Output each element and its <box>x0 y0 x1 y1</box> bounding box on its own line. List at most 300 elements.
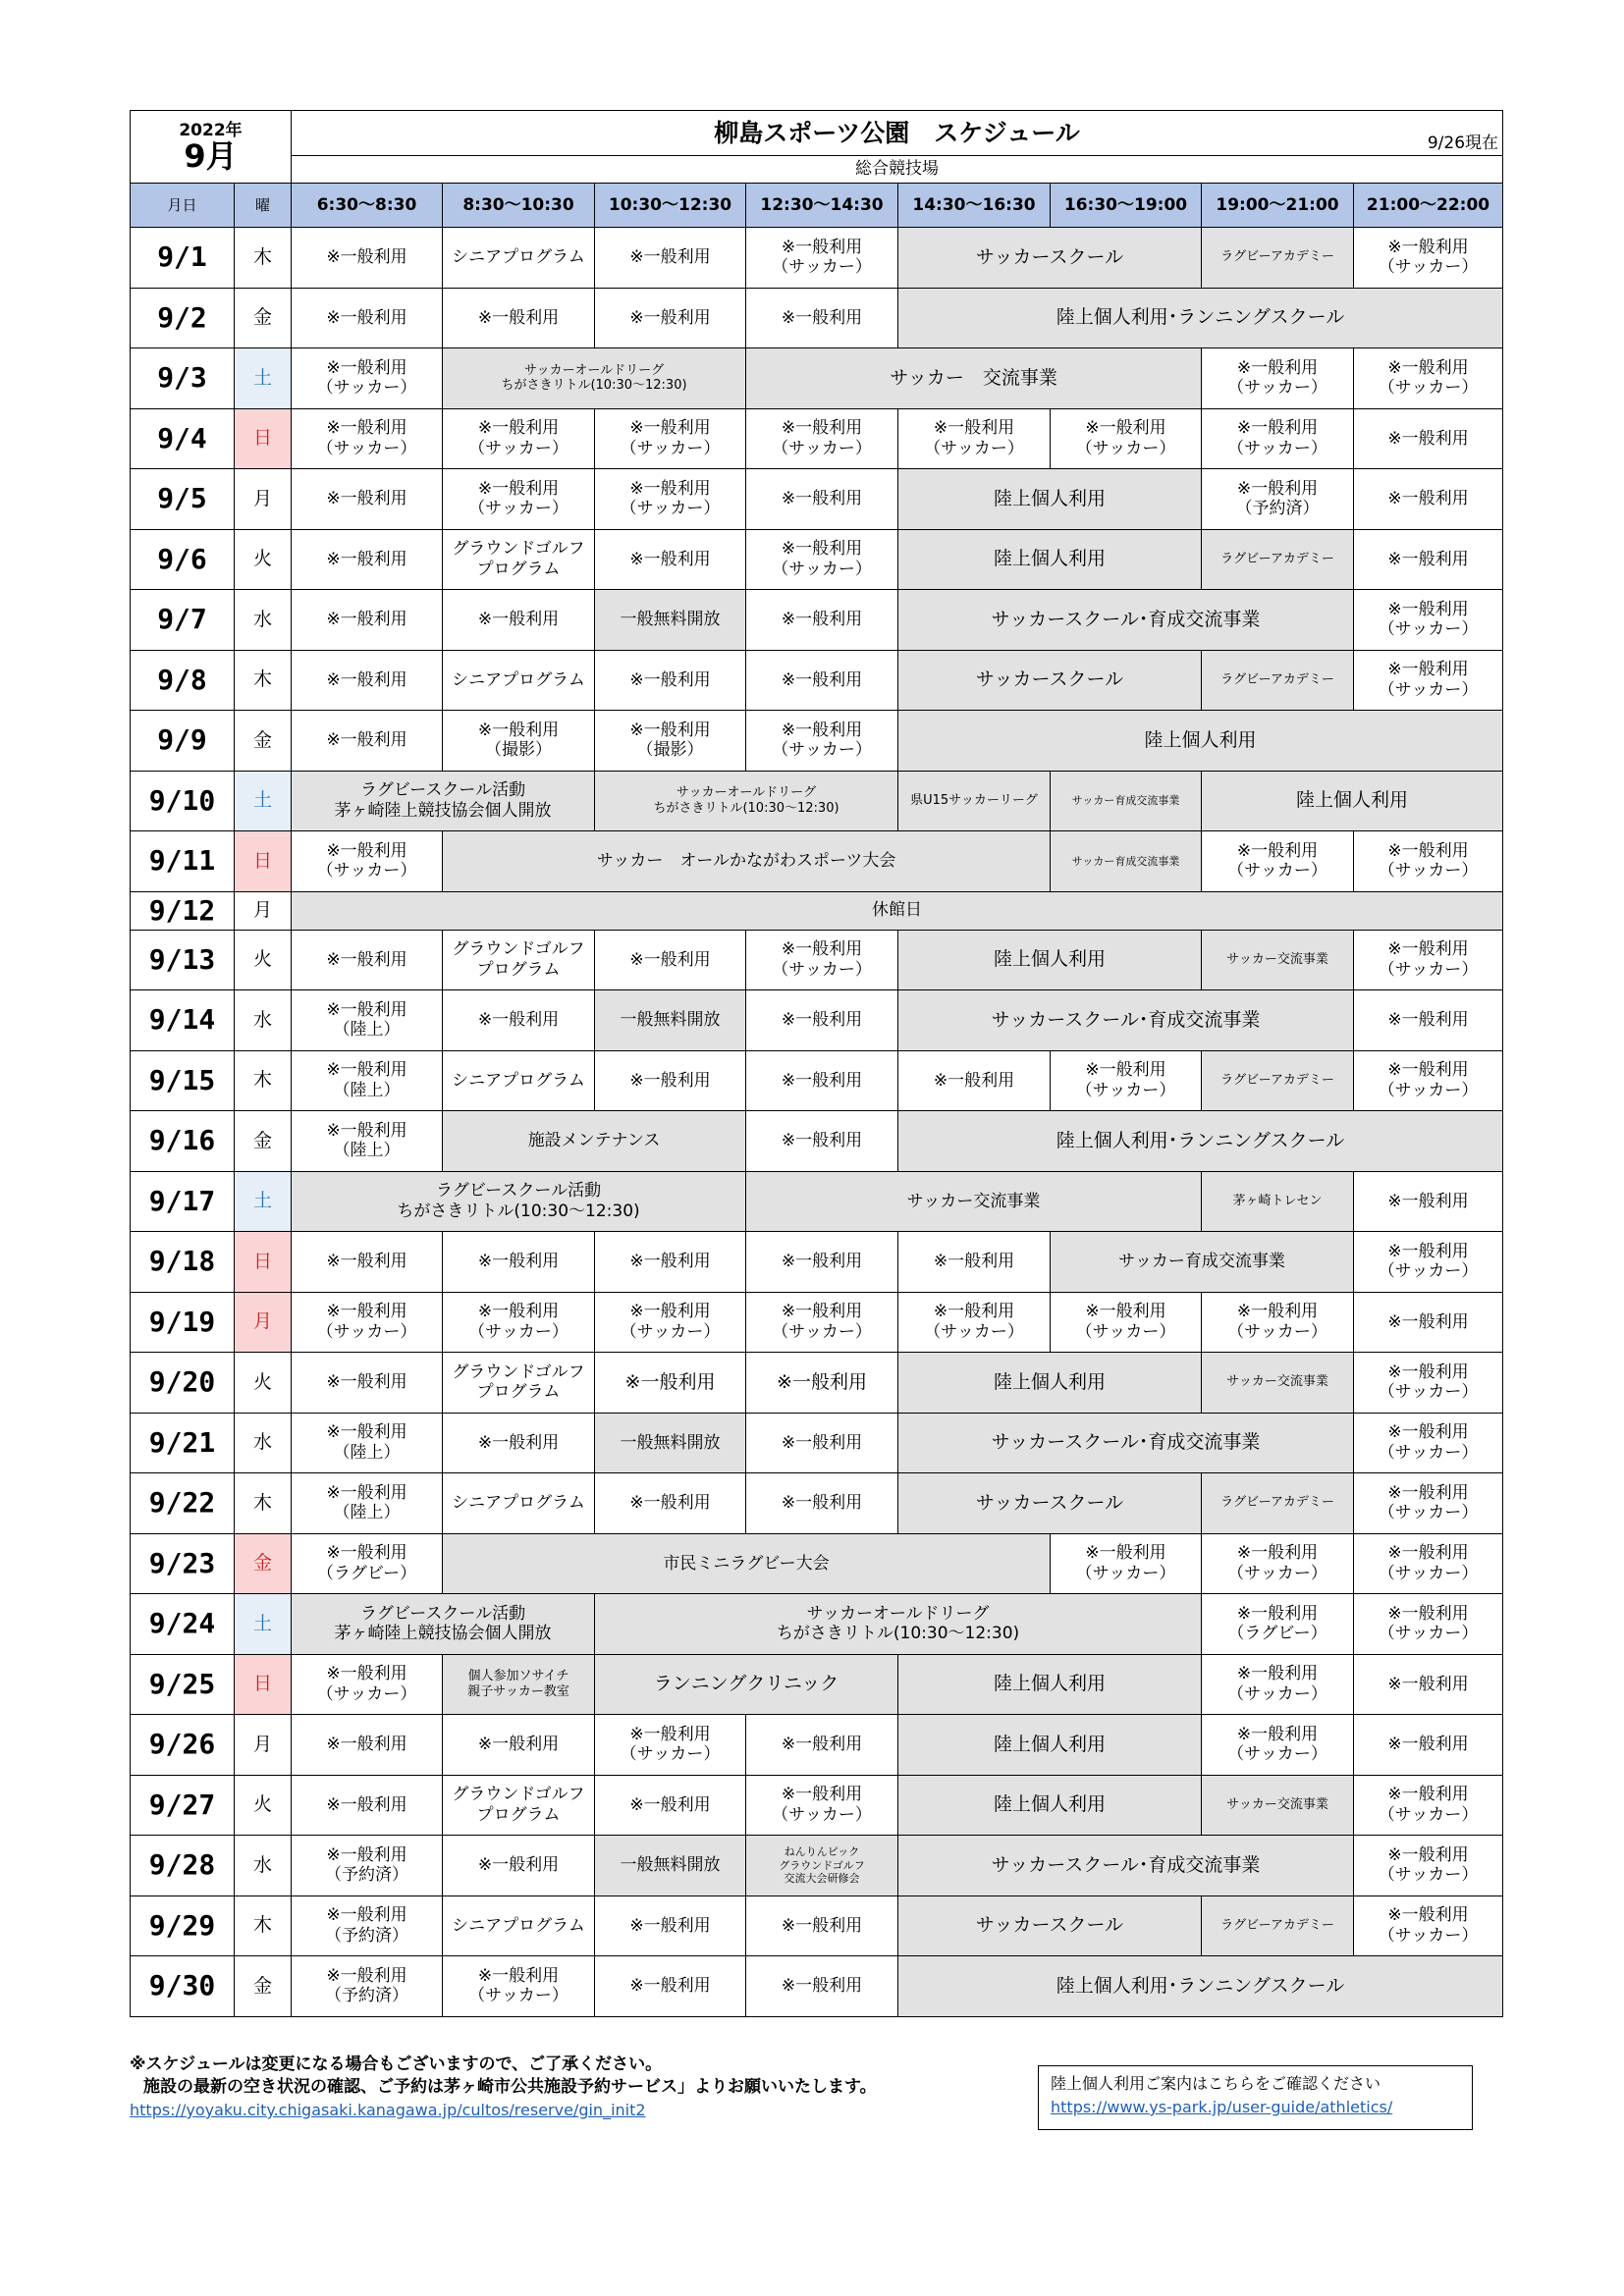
schedule-cell: 陸上個人利用 <box>898 711 1503 772</box>
cell-line: ※一般利用 <box>326 1965 407 1986</box>
schedule-cell: 休館日 <box>292 891 1503 930</box>
schedule-cell: 茅ヶ崎トレセン <box>1202 1171 1354 1232</box>
cell-line: （サッカー） <box>1378 679 1479 700</box>
cell-line: グラウンドゴルフ <box>452 939 585 960</box>
weekday-cell: 金 <box>235 1956 292 2017</box>
cell-line: ※一般利用 <box>1387 1905 1469 1926</box>
schedule-row <box>131 1533 1503 1594</box>
schedule-cell: サッカー 交流事業 <box>746 348 1202 409</box>
schedule-cell: ※一般利用 <box>746 590 898 651</box>
cell-line: ※一般利用 <box>477 1965 560 1986</box>
schedule-row <box>131 228 1503 289</box>
schedule-cell: ※一般利用 <box>292 711 443 772</box>
cell-line: ※一般利用 <box>326 1060 407 1081</box>
cell-line: ※一般利用 <box>326 1844 407 1865</box>
weekday-cell: 土 <box>235 771 292 831</box>
cell-line: （サッカー） <box>1227 1683 1327 1704</box>
column-header-row <box>131 184 1503 228</box>
cell-line: （サッカー） <box>1378 1382 1479 1403</box>
as-of-date: 9/26現在 <box>1427 133 1499 153</box>
reservation-link[interactable]: https://yoyaku.city.chigasaki.kanagawa.jp/cultos/reserve/gin_init2 <box>130 2101 646 2119</box>
cell-line: （サッカー） <box>620 499 721 519</box>
schedule-cell: ※一般利用 <box>1354 990 1503 1051</box>
cell-line: （サッカー） <box>772 740 872 761</box>
cell-line: （サッカー） <box>1075 1563 1176 1583</box>
schedule-cell: ※一般利用 <box>292 529 443 590</box>
cell-line: ※一般利用 <box>629 418 711 439</box>
schedule-cell: 一般無料開放 <box>595 1836 746 1896</box>
cell-line: ※一般利用 <box>781 539 863 560</box>
schedule-row <box>131 529 1503 590</box>
cell-line: ※一般利用 <box>933 418 1015 439</box>
date-cell: 9/6 <box>131 529 235 590</box>
date-cell: 9/21 <box>131 1413 235 1473</box>
schedule-cell <box>443 529 595 590</box>
schedule-cell <box>746 1775 898 1836</box>
schedule-cell <box>1354 1533 1503 1594</box>
cell-line: （撮影） <box>636 740 704 761</box>
schedule-cell: ※一般利用 <box>746 1715 898 1776</box>
schedule-cell <box>746 1292 898 1353</box>
schedule-cell <box>1202 1292 1354 1353</box>
weekday-cell: 土 <box>235 1594 292 1655</box>
slot-header: 10:30～12:30 <box>595 184 746 228</box>
schedule-cell: シニアプログラム <box>443 650 595 711</box>
schedule-cell: ※一般利用 <box>746 1473 898 1534</box>
schedule-cell <box>443 1292 595 1353</box>
cell-line: ※一般利用 <box>1236 418 1319 439</box>
cell-line: ※一般利用 <box>477 478 560 499</box>
schedule-cell <box>1354 650 1503 711</box>
date-cell: 9/9 <box>131 711 235 772</box>
schedule-cell <box>1354 1413 1503 1473</box>
cell-line: ※一般利用 <box>326 418 407 439</box>
weekday-cell: 木 <box>235 1050 292 1111</box>
weekday-cell: 日 <box>235 408 292 469</box>
schedule-cell: サッカー交流事業 <box>746 1171 1202 1232</box>
schedule-cell: ※一般利用 <box>292 288 443 348</box>
slot-header: 14:30～16:30 <box>898 184 1051 228</box>
cell-line: （陸上） <box>333 1442 401 1463</box>
schedule-cell <box>1354 1232 1503 1293</box>
cell-line: （サッカー） <box>1227 1744 1327 1765</box>
schedule-cell: 陸上個人利用 <box>898 930 1202 990</box>
schedule-cell <box>898 408 1051 469</box>
schedule-row <box>131 1715 1503 1776</box>
schedule-cell <box>292 1654 443 1715</box>
schedule-row <box>131 990 1503 1051</box>
weekday-cell: 金 <box>235 288 292 348</box>
cell-line: ※一般利用 <box>1387 1422 1469 1443</box>
cell-line: （サッカー） <box>1227 861 1327 881</box>
cell-line: ※一般利用 <box>1387 1844 1469 1865</box>
cell-line: ※一般利用 <box>1387 599 1469 619</box>
schedule-cell <box>292 1171 746 1232</box>
schedule-cell: ※一般利用 <box>746 1232 898 1293</box>
schedule-row <box>131 711 1503 772</box>
schedule-cell: 陸上個人利用 <box>898 469 1202 530</box>
cell-line: ※一般利用 <box>1387 237 1469 257</box>
schedule-cell <box>1051 1533 1202 1594</box>
month-cell <box>131 111 292 184</box>
schedule-cell: 一般無料開放 <box>595 590 746 651</box>
date-cell: 9/27 <box>131 1775 235 1836</box>
schedule-cell: サッカー育成交流事業 <box>1051 1232 1354 1293</box>
schedule-cell: ※一般利用 <box>746 1896 898 1956</box>
date-cell: 9/24 <box>131 1594 235 1655</box>
schedule-row <box>131 408 1503 469</box>
schedule-cell: ※一般利用 <box>443 990 595 1051</box>
schedule-cell <box>292 1896 443 1956</box>
cell-line: ※一般利用 <box>326 1543 407 1564</box>
cell-line: （サッカー） <box>620 438 721 458</box>
date-cell: 9/28 <box>131 1836 235 1896</box>
schedule-cell <box>292 1956 443 2017</box>
cell-line: サッカーオールドリーグ <box>806 1603 990 1624</box>
cell-line: （サッカー） <box>1378 378 1479 399</box>
cell-line: ※一般利用 <box>781 720 863 740</box>
schedule-cell: 陸上個人利用 <box>898 1353 1202 1414</box>
page-title: 柳島スポーツ公園 スケジュール <box>714 118 1080 147</box>
schedule-cell: ※一般利用 <box>292 930 443 990</box>
cell-line: ※一般利用 <box>1236 478 1319 499</box>
cell-line: グラウンドゴルフ <box>452 1362 585 1382</box>
title-cell <box>292 111 1503 156</box>
schedule-cell <box>292 1413 443 1473</box>
schedule-cell: 陸上個人利用 <box>898 1654 1202 1715</box>
schedule-cell: ※一般利用 <box>746 469 898 530</box>
schedule-cell: ※一般利用 <box>292 650 443 711</box>
schedule-cell: ※一般利用 <box>292 469 443 530</box>
schedule-row <box>131 1171 1503 1232</box>
schedule-cell <box>746 529 898 590</box>
weekday-cell: 火 <box>235 1775 292 1836</box>
schedule-cell <box>1202 1533 1354 1594</box>
notice-line: ※スケジュールは変更になる場合もございますので、ご了承ください。 <box>130 2055 663 2074</box>
athletics-guide-link[interactable]: https://www.ys-park.jp/user-guide/athletics/ <box>1051 2098 1393 2116</box>
date-cell: 9/4 <box>131 408 235 469</box>
cell-line: （陸上） <box>333 1080 401 1100</box>
schedule-row <box>131 831 1503 892</box>
cell-line: （サッカー） <box>1378 1563 1479 1583</box>
schedule-cell: サッカー交流事業 <box>1202 930 1354 990</box>
schedule-cell: サッカースクール･育成交流事業 <box>898 1836 1354 1896</box>
cell-line: ※一般利用 <box>1236 1603 1319 1624</box>
venue-label: 総合競技場 <box>292 156 1503 184</box>
schedule-cell <box>1202 1715 1354 1776</box>
cell-line: プログラム <box>476 959 561 980</box>
cell-line: ※一般利用 <box>781 237 863 257</box>
schedule-row <box>131 1111 1503 1172</box>
weekday-cell: 金 <box>235 1533 292 1594</box>
cell-line: （サッカー） <box>1378 619 1479 640</box>
date-cell: 9/14 <box>131 990 235 1051</box>
cell-line: （予約済） <box>325 1925 409 1946</box>
schedule-cell: ランニングクリニック <box>595 1654 898 1715</box>
cell-line: ※一般利用 <box>477 1302 560 1322</box>
schedule-cell <box>1354 1775 1503 1836</box>
slot-header: 12:30～14:30 <box>746 184 898 228</box>
cell-line: ちがさきリトル(10:30～12:30) <box>397 1201 640 1221</box>
schedule-cell: サッカースクール <box>898 1896 1202 1956</box>
schedule-cell <box>292 1050 443 1111</box>
cell-line: （ラグビー） <box>1227 1624 1327 1644</box>
year-label: 2022年 <box>179 120 243 140</box>
cell-line: ※一般利用 <box>1236 1302 1319 1322</box>
schedule-cell: ※一般利用 <box>1354 529 1503 590</box>
schedule-cell <box>595 711 746 772</box>
schedule-cell: ※一般利用 <box>746 1050 898 1111</box>
date-cell: 9/1 <box>131 228 235 289</box>
schedule-cell <box>1051 1050 1202 1111</box>
cell-line: （ラグビー） <box>316 1563 417 1583</box>
schedule-row <box>131 348 1503 409</box>
cell-line: （サッカー） <box>924 1321 1024 1342</box>
cell-line: （サッカー） <box>1075 1321 1176 1342</box>
schedule-cell: シニアプログラム <box>443 228 595 289</box>
cell-line: （サッカー） <box>316 1683 417 1704</box>
cell-line: （サッカー） <box>772 438 872 458</box>
schedule-cell <box>292 1111 443 1172</box>
schedule-cell <box>1202 348 1354 409</box>
cell-line: グラウンドゴルフ <box>452 1785 585 1805</box>
schedule-cell: サッカースクール･育成交流事業 <box>898 1413 1354 1473</box>
date-cell: 9/19 <box>131 1292 235 1353</box>
cell-line: ※一般利用 <box>1236 1543 1319 1564</box>
cell-line: （サッカー） <box>772 1321 872 1342</box>
schedule-cell <box>292 1292 443 1353</box>
schedule-cell: ※一般利用 <box>595 1473 746 1534</box>
date-cell: 9/29 <box>131 1896 235 1956</box>
schedule-cell: ※一般利用 <box>595 1775 746 1836</box>
schedule-cell <box>1202 469 1354 530</box>
cell-line: （サッカー） <box>1378 959 1479 980</box>
date-cell: 9/23 <box>131 1533 235 1594</box>
schedule-cell <box>292 771 595 831</box>
schedule-cell <box>292 1533 443 1594</box>
date-cell: 9/22 <box>131 1473 235 1534</box>
schedule-cell: ※一般利用 <box>595 1353 746 1414</box>
cell-line: ※一般利用 <box>629 720 711 740</box>
schedule-row <box>131 1594 1503 1655</box>
schedule-cell: ※一般利用 <box>292 590 443 651</box>
schedule-cell: ※一般利用 <box>1354 1292 1503 1353</box>
cell-line: （サッカー） <box>620 1744 721 1765</box>
notice-line: 施設の最新の空き状況の確認、ご予約は茅ヶ崎市公共施設予約サービス」よりお願いいたします。 <box>143 2077 877 2097</box>
schedule-cell <box>443 1775 595 1836</box>
schedule-cell: ※一般利用 <box>898 1232 1051 1293</box>
cell-line: ※一般利用 <box>1387 660 1469 680</box>
weekday-cell: 火 <box>235 529 292 590</box>
schedule-cell: サッカー交流事業 <box>1202 1353 1354 1414</box>
cell-line: ※一般利用 <box>1236 1724 1319 1744</box>
schedule-cell <box>1202 1594 1354 1655</box>
schedule-row <box>131 1232 1503 1293</box>
cell-line: ねんりんピック <box>784 1845 860 1859</box>
schedule-cell <box>292 348 443 409</box>
schedule-row <box>131 650 1503 711</box>
cell-line: ちがさきリトル(10:30～12:30) <box>776 1624 1020 1644</box>
cell-line: ※一般利用 <box>1387 1241 1469 1261</box>
cell-line: ※一般利用 <box>326 840 407 861</box>
schedule-cell <box>443 469 595 530</box>
weekday-cell: 金 <box>235 1111 292 1172</box>
cell-line: ※一般利用 <box>326 357 407 378</box>
schedule-cell <box>1354 1836 1503 1896</box>
cell-line: サッカーオールドリーグ <box>523 362 665 378</box>
schedule-cell <box>1202 831 1354 892</box>
schedule-cell: ※一般利用 <box>746 650 898 711</box>
cell-line: （サッカー） <box>772 959 872 980</box>
schedule-cell: ※一般利用 <box>595 529 746 590</box>
cell-line: （予約済） <box>325 1865 409 1886</box>
schedule-cell: ラグビーアカデミー <box>1202 529 1354 590</box>
schedule-cell <box>898 1292 1051 1353</box>
schedule-cell: ※一般利用 <box>746 1956 898 2017</box>
schedule-cell <box>1354 228 1503 289</box>
schedule-cell: サッカー育成交流事業 <box>1051 831 1202 892</box>
cell-line: ※一般利用 <box>629 478 711 499</box>
schedule-cell: ※一般利用 <box>595 930 746 990</box>
schedule-cell <box>746 228 898 289</box>
schedule-row <box>131 288 1503 348</box>
weekday-cell: 日 <box>235 1654 292 1715</box>
schedule-row <box>131 1050 1503 1111</box>
schedule-cell <box>292 408 443 469</box>
cell-line: （サッカー） <box>1075 438 1176 458</box>
schedule-row <box>131 469 1503 530</box>
date-cell: 9/3 <box>131 348 235 409</box>
date-cell: 9/13 <box>131 930 235 990</box>
schedule-cell: ※一般利用 <box>443 1836 595 1896</box>
cell-line: （陸上） <box>333 1503 401 1523</box>
cell-line: ※一般利用 <box>781 1785 863 1805</box>
cell-line: ※一般利用 <box>781 418 863 439</box>
schedule-cell: ※一般利用 <box>746 1111 898 1172</box>
cell-line: ※一般利用 <box>1387 840 1469 861</box>
schedule-row <box>131 891 1503 930</box>
cell-line: （サッカー） <box>1378 1624 1479 1644</box>
cell-line: （サッカー） <box>620 1321 721 1342</box>
cell-line: ※一般利用 <box>1387 939 1469 960</box>
schedule-cell <box>595 1715 746 1776</box>
cell-line: ※一般利用 <box>1085 1543 1166 1564</box>
cell-line: 交流大会研修会 <box>784 1871 860 1885</box>
schedule-cell <box>1051 408 1202 469</box>
schedule-cell: ラグビーアカデミー <box>1202 1050 1354 1111</box>
cell-line: グラウンドゴルフ <box>779 1858 865 1872</box>
cell-line: ※一般利用 <box>326 1664 407 1684</box>
date-cell: 9/26 <box>131 1715 235 1776</box>
schedule-row <box>131 1836 1503 1896</box>
cell-line: （予約済） <box>1235 499 1320 519</box>
schedule-cell <box>1051 1292 1202 1353</box>
cell-line: プログラム <box>476 1382 561 1403</box>
weekday-cell: 木 <box>235 1896 292 1956</box>
cell-line: サッカーオールドリーグ <box>676 785 817 801</box>
weekday-cell: 水 <box>235 1836 292 1896</box>
cell-line: （予約済） <box>325 1986 409 2006</box>
schedule-cell <box>443 1956 595 2017</box>
cell-line: ※一般利用 <box>933 1302 1015 1322</box>
cell-line: ※一般利用 <box>1387 1785 1469 1805</box>
cell-line: ※一般利用 <box>629 1302 711 1322</box>
cell-line: （サッカー） <box>468 438 568 458</box>
cell-line: （サッカー） <box>1378 1865 1479 1886</box>
slot-header: 16:30～19:00 <box>1051 184 1202 228</box>
schedule-cell: ※一般利用 <box>746 990 898 1051</box>
cell-line: （サッカー） <box>924 438 1024 458</box>
schedule-cell <box>1354 590 1503 651</box>
dow-column-header: 曜 <box>235 184 292 228</box>
cell-line: （サッカー） <box>772 559 872 579</box>
schedule-row <box>131 771 1503 831</box>
cell-line: 茅ヶ崎陸上競技協会個人開放 <box>334 1624 552 1644</box>
cell-line: ※一般利用 <box>477 418 560 439</box>
schedule-table <box>130 110 1503 2017</box>
schedule-cell: ※一般利用 <box>746 1353 898 1414</box>
date-cell: 9/10 <box>131 771 235 831</box>
schedule-cell <box>292 831 443 892</box>
schedule-cell <box>746 1836 898 1896</box>
date-cell: 9/15 <box>131 1050 235 1111</box>
schedule-row <box>131 1413 1503 1473</box>
cell-line: ※一般利用 <box>1236 1664 1319 1684</box>
cell-line: （サッカー） <box>316 861 417 881</box>
cell-line: ラグビースクール活動 <box>359 780 526 801</box>
schedule-row <box>131 1292 1503 1353</box>
schedule-cell: 陸上個人利用･ランニングスクール <box>898 1956 1503 2017</box>
schedule-cell: ※一般利用 <box>1354 1715 1503 1776</box>
schedule-cell <box>1354 1353 1503 1414</box>
cell-line: （サッカー） <box>1378 1503 1479 1523</box>
schedule-cell: ※一般利用 <box>443 1413 595 1473</box>
schedule-cell: サッカースクール･育成交流事業 <box>898 590 1354 651</box>
schedule-cell: 市民ミニラグビー大会 <box>443 1533 1051 1594</box>
cell-line: ※一般利用 <box>781 1302 863 1322</box>
cell-line: （陸上） <box>333 1020 401 1041</box>
schedule-cell: サッカー育成交流事業 <box>1051 771 1202 831</box>
cell-line: （サッカー） <box>1378 257 1479 278</box>
schedule-cell: ※一般利用 <box>1354 1654 1503 1715</box>
weekday-cell: 土 <box>235 1171 292 1232</box>
schedule-cell: 一般無料開放 <box>595 990 746 1051</box>
cell-line: ちがさきリトル(10:30～12:30) <box>501 378 687 394</box>
schedule-cell: ※一般利用 <box>1354 408 1503 469</box>
weekday-cell: 木 <box>235 1473 292 1534</box>
schedule-cell: ※一般利用 <box>292 228 443 289</box>
schedule-cell: ※一般利用 <box>898 1050 1051 1111</box>
schedule-cell: サッカースクール <box>898 650 1202 711</box>
info-text: 陸上個人利用ご案内はこちらをご確認ください <box>1051 2074 1381 2093</box>
weekday-cell: 木 <box>235 650 292 711</box>
schedule-cell: 県U15サッカーリーグ <box>898 771 1051 831</box>
cell-line: プログラム <box>476 1804 561 1825</box>
date-cell: 9/18 <box>131 1232 235 1293</box>
cell-line: （撮影） <box>485 740 553 761</box>
schedule-row <box>131 1896 1503 1956</box>
schedule-cell: シニアプログラム <box>443 1473 595 1534</box>
schedule-cell <box>1354 1594 1503 1655</box>
schedule-cell <box>443 1654 595 1715</box>
schedule-cell <box>292 1594 595 1655</box>
cell-line: （サッカー） <box>316 378 417 399</box>
athletics-info-box <box>1038 2065 1473 2130</box>
cell-line: ラグビースクール活動 <box>359 1603 526 1624</box>
date-column-header: 月日 <box>131 184 235 228</box>
schedule-cell <box>595 1594 1202 1655</box>
schedule-cell: ※一般利用 <box>443 288 595 348</box>
